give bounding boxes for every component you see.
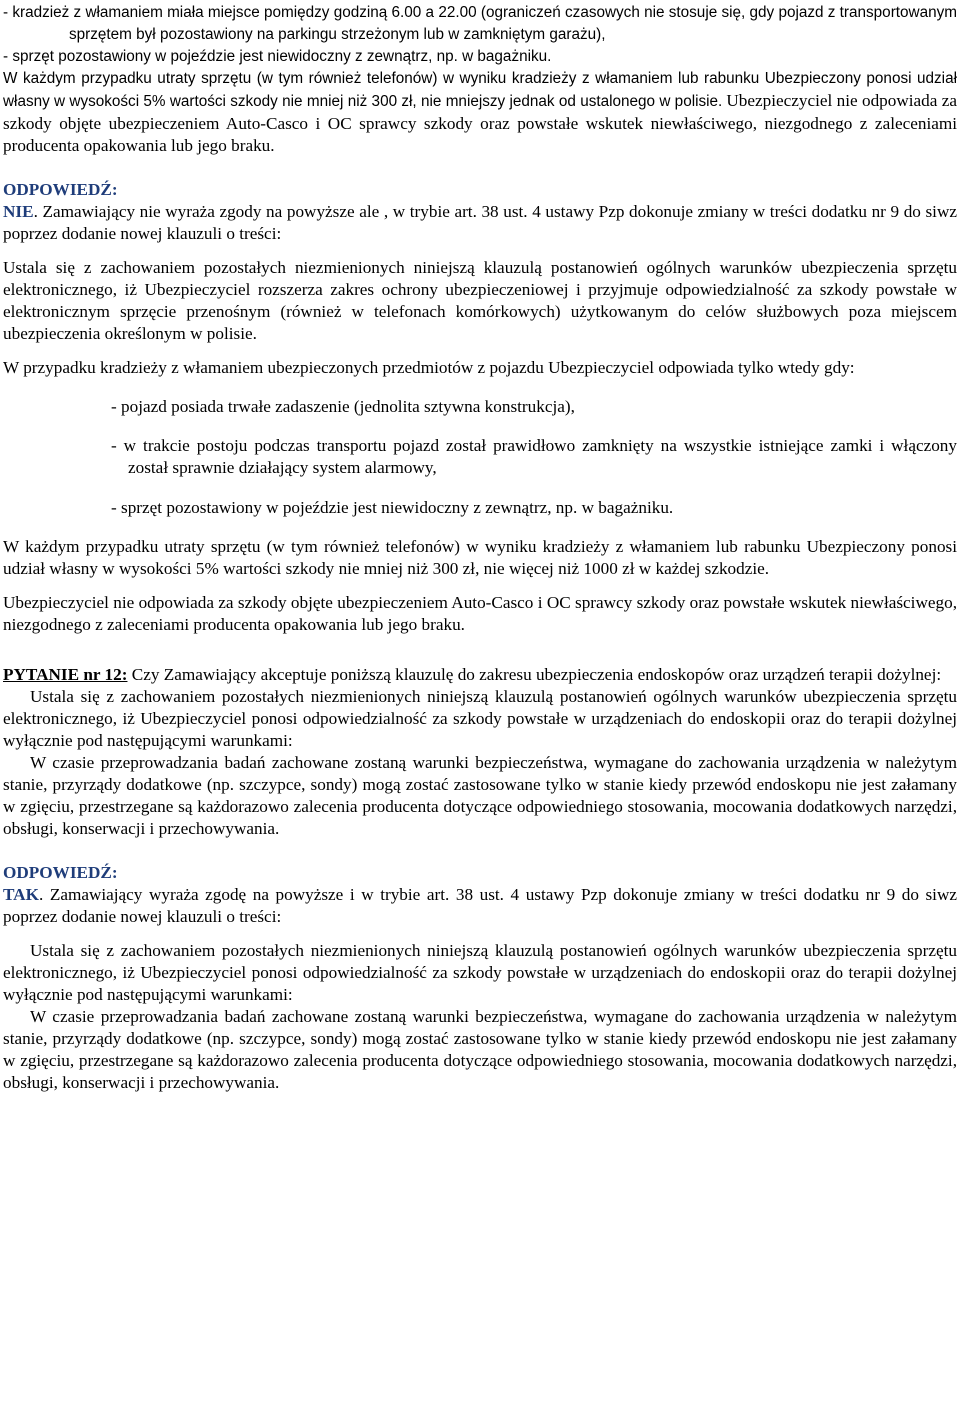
- answer-2-clause: Ustala się z zachowaniem pozostałych niezmienionych niniejszą klauzulą postanowień ogólnych warunków ubezpieczenia sprzętu elektronicznego, iż Ubezpieczyciel ponosi odpowiedzialność za szkody powstałe w urządzeniach do endoskopii oraz do terapii dożylnej wyłącznie pod następującymi warunkami:: [3, 940, 957, 1004]
- answer-1-deductible: W każdym przypadku utraty sprzętu (w tym również telefonów) w wyniku kradzieży z włamaniem lub rabunku Ubezpieczony ponosi udział własny w wysokości 5% wartości szkody nie mniej niż 300 zł, nie więcej niż 1000 zł w każdej szkodzie.: [3, 536, 957, 578]
- answer-2-section: [3, 862, 957, 1094]
- question-12-clause: Ustala się z zachowaniem pozostałych niezmienionych niniejszą klauzulą postanowień ogólnych warunków ubezpieczenia sprzętu elektronicznego, iż Ubezpieczyciel ponosi odpowiedzialność za szkody powstałe w urządzeniach do endoskopii oraz do terapii dożylnej wyłącznie pod następującymi warunkami:: [3, 686, 957, 750]
- answer-1-condition-item: - w trakcie postoju podczas transportu pojazd został prawidłowo zamknięty na wszystkie istniejące zamki i włączony został sprawnie działający system alarmowy,: [111, 436, 957, 478]
- intro-item-time-window: - kradzież z włamaniem miała miejsce pomiędzy godziną 6.00 a 22.00 (ograniczeń czasowych nie stosuje się, gdy pojazd z transportowanym sprzętem był pozostawiony na parkingu strzeżonym lub w zamkniętym garażu),: [3, 4, 957, 43]
- question-12-section: [3, 664, 957, 840]
- intro-section: [3, 2, 957, 68]
- question-12-text: Czy Zamawiający akceptuje poniższą klauzulę do zakresu ubezpieczenia endoskopów oraz urządzeń terapii dożylnej:: [127, 664, 942, 684]
- answer-1-section: [3, 179, 957, 636]
- intro-item-hidden-equipment: - sprzęt pozostawiony w pojeździe jest niewidoczny z zewnątrz, np. w bagażniku.: [3, 48, 552, 65]
- answer-1-condition-item: - pojazd posiada trwałe zadaszenie (jednolita sztywna konstrukcja),: [111, 397, 575, 417]
- answer-1-heading: ODPOWIEDŹ:: [3, 180, 118, 199]
- answer-1-clause-intro: Ustala się z zachowaniem pozostałych niezmienionych niniejszą klauzulą postanowień ogólnych warunków ubezpieczenia sprzętu elektronicznego, iż Ubezpieczyciel rozszerza zakres ochrony ubezpieczeniowej i przyjmuje odpowiedzialność za szkody powstałe w elektronicznym sprzęcie przenośnym (również w telefonach komórkowych) użytkowanym do celów służbowych poza miejscem ubezpieczenia określonym w polisie.: [3, 258, 957, 343]
- intro-deductible-paragraph: [3, 68, 957, 157]
- answer-1-exclusion: Ubezpieczyciel nie odpowiada za szkody objęte ubezpieczeniem Auto-Casco i OC sprawcy szkody oraz powstałe wskutek niewłaściwego, niezgodnego z zaleceniami producenta opakowania lub jego braku.: [3, 592, 957, 634]
- answer-1-verdict: NIE: [3, 202, 34, 221]
- intro-exclusion-text: Ubezpieczyciel nie odpowiada za szkody objęte ubezpieczeniem Auto-Casco i OC sprawcy szkody oraz powstałe wskutek niewłaściwego, niezgodnego z zaleceniami producenta opakowania lub jego braku.: [3, 91, 958, 155]
- intro-deductible-text: W każdym przypadku utraty sprzętu (w tym również telefonów) w wyniku kradzieży z włamaniem lub rabunku Ubezpieczony ponosi udział własny w wysokości 5% wartości szkody nie mniej niż 300 zł, nie mniejszy jednak od ustalonego w polisie.: [3, 70, 957, 110]
- question-12-conditions: W czasie przeprowadzania badań zachowane zostaną warunki bezpieczeństwa, wymagane do zachowania urządzenia w należytym stanie, przyrządy dodatkowe (np. szczypce, sondy) mogą zostać zastosowane tylko w stanie kiedy przewód endoskopu nie jest załamany w zgięciu, przestrzegane są każdorazowo zalecenia producenta dotyczące odpowiedniego stosowania, mocowania dodatkowych narzędzi, obsługi, konserwacji i przechowywania.: [3, 752, 957, 838]
- question-12-paragraph: [3, 664, 957, 686]
- answer-1-conditions-intro: W przypadku kradzieży z włamaniem ubezpieczonych przedmiotów z pojazdu Ubezpieczyciel odpowiada tylko wtedy gdy:: [3, 358, 855, 377]
- answer-2-heading: ODPOWIEDŹ:: [3, 862, 118, 882]
- answer-2-verdict: TAK: [3, 884, 39, 904]
- answer-1-condition-item: - sprzęt pozostawiony w pojeździe jest niewidoczny z zewnątrz, np. w bagażniku.: [111, 497, 674, 517]
- question-12-label: PYTANIE nr 12:: [3, 664, 128, 684]
- answer-2-verdict-text: . Zamawiający wyraża zgodę na powyższe i w trybie art. 38 ust. 4 ustawy Pzp dokonuje zmiany w treści dodatku nr 9 do siwz poprzez dodanie nowej klauzuli o treści:: [3, 884, 957, 926]
- answer-2-conditions: W czasie przeprowadzania badań zachowane zostaną warunki bezpieczeństwa, wymagane do zachowania urządzenia w należytym stanie, przyrządy dodatkowe (np. szczypce, sondy) mogą zostać zastosowane tylko w stanie kiedy przewód endoskopu nie jest załamany w zgięciu, przestrzegane są każdorazowo zalecenia producenta dotyczące odpowiedniego stosowania, mocowania dodatkowych narzędzi, obsługi, konserwacji i przechowywania.: [3, 1006, 957, 1092]
- answer-2-verdict-paragraph: [3, 884, 957, 928]
- answer-1-verdict-text: . Zamawiający nie wyraża zgody na powyższe ale , w trybie art. 38 ust. 4 ustawy Pzp dokonuje zmiany w treści dodatku nr 9 do siwz poprzez dodanie nowej klauzuli o treści:: [3, 202, 957, 243]
- answer-1-verdict-paragraph: [3, 201, 957, 245]
- answer-1-conditions-list: [3, 396, 957, 518]
